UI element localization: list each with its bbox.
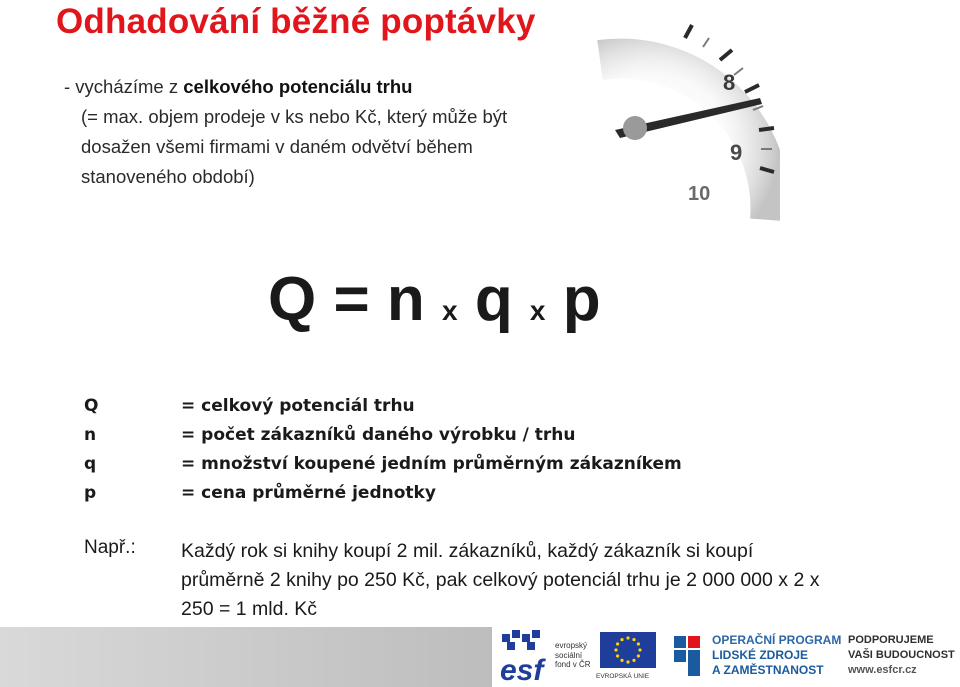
formula-lhs: Q = n: [268, 265, 425, 334]
op-line: A ZAMĚSTNANOST: [712, 663, 824, 677]
formula-q: q: [474, 265, 513, 334]
speedo-label-8: 8: [723, 70, 736, 95]
intro-bold: celkového potenciálu trhu: [183, 76, 413, 97]
intro-prefix: - vycházíme z: [64, 76, 184, 97]
eu-caption: EVROPSKÁ UNIE: [596, 673, 650, 680]
esf-caption-line: evropský: [555, 641, 588, 650]
esf-caption: [555, 641, 591, 670]
formula-times-1: x: [442, 295, 458, 326]
formula-p: p: [562, 265, 601, 334]
esf-letters: esf: [500, 654, 544, 686]
footer-gray-bar: [0, 627, 492, 687]
definition-text: = počet zákazníků daného výrobku / trhu: [181, 425, 576, 445]
op-line: OPERAČNÍ PROGRAM: [712, 633, 842, 647]
esf-caption-line: sociální: [555, 650, 583, 660]
definition-text: = množství koupené jedním průměrným zákazníkem: [181, 454, 682, 474]
support-line: PODPORUJEME: [848, 634, 934, 646]
esf-logo: [500, 630, 556, 686]
definition-symbol: p: [84, 483, 97, 503]
speedo-label-10: 10: [688, 183, 711, 205]
intro-rest: (= max. objem prodeje v ks nebo Kč, který může být dosažen všemi firmami v daném odvětví během stanoveného období): [81, 106, 508, 187]
speedo-label-9: 9: [730, 140, 743, 165]
esf-caption-line: fond v ČR: [555, 660, 591, 669]
eu-flag-icon: [600, 632, 656, 668]
definition-symbol: q: [84, 454, 97, 474]
support-url: www.esfcr.cz: [848, 664, 917, 676]
speedometer-image: [560, 20, 780, 235]
support-line: VAŠI BUDOUCNOST: [848, 649, 955, 661]
definition-symbol: n: [84, 425, 97, 445]
op-line: LIDSKÉ ZDROJE: [712, 648, 809, 662]
definition-symbol: Q: [84, 396, 99, 416]
example-text: Každý rok si knihy koupí 2 mil. zákazníků, každý zákazník si koupí průměrně 2 knihy po 250 Kč, pak celkový potenciál trhu je 2 000 000 x 2 x 250 = 1 mld. Kč: [181, 540, 820, 620]
formula: [268, 264, 601, 335]
definition-text: = celkový potenciál trhu: [181, 396, 415, 416]
intro-text: [64, 72, 534, 192]
op-logo-icon: [672, 630, 708, 680]
formula-times-2: x: [529, 295, 546, 326]
slide-title: Odhadování běžné poptávky: [56, 2, 536, 41]
op-text: [712, 633, 841, 678]
example-label: Např.:: [84, 537, 136, 558]
definition-text: = cena průměrné jednotky: [181, 483, 436, 503]
support-text: [848, 633, 955, 678]
footer-logos: [0, 627, 960, 687]
